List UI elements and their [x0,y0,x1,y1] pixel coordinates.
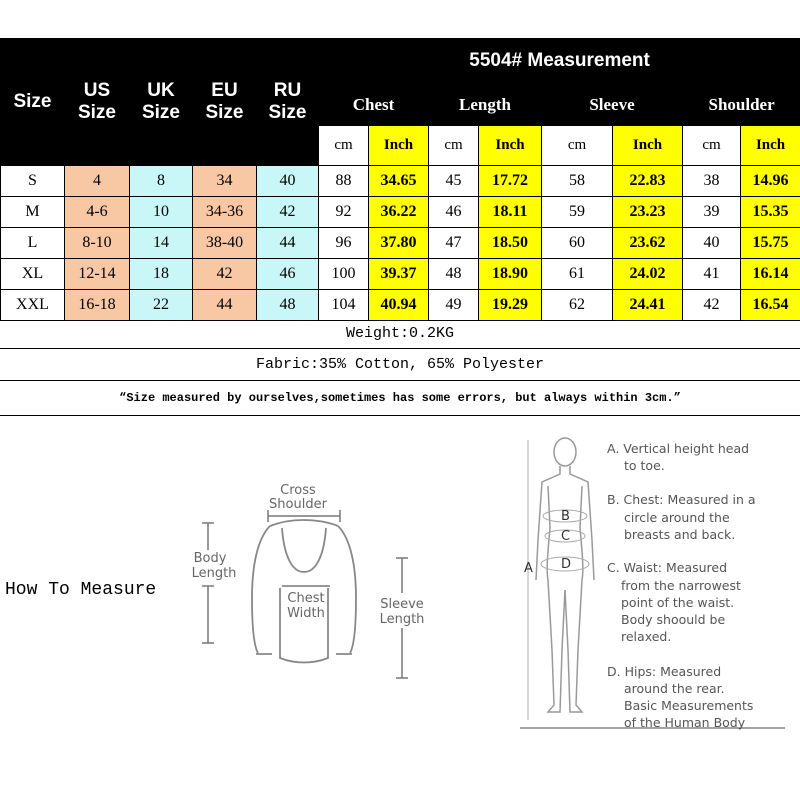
shoulder-inch-cell: 16.54 [741,290,800,321]
eu-size-cell: 34-36 [193,197,257,228]
body-notes [607,441,756,730]
how-to-measure-label: How To Measure [5,580,157,600]
unit-cm: cm [542,126,613,166]
size-cell: M [1,197,65,228]
sleeve-inch-cell: 23.23 [613,197,683,228]
chest-cm-cell: 104 [319,290,369,321]
unit-cm: cm [429,126,479,166]
note-d-line3: Basic Measurements [624,698,754,713]
measurement-note: “Size measured by ourselves,sometimes has some errors, but always within 3cm.” [0,381,800,416]
us-size-cell: 12-14 [65,259,130,290]
eu-size-header: EU Size [193,39,257,166]
table-row [1,259,800,290]
cross-shoulder-label-line2: Shoulder [269,497,327,512]
shoulder-cm-cell: 42 [683,290,741,321]
sleeve-inch-cell: 24.02 [613,259,683,290]
shoulder-cm-cell: 38 [683,166,741,197]
chest-width-label-line2: Width [287,606,325,621]
length-inch-cell: 19.29 [479,290,542,321]
eu-size-cell: 42 [193,259,257,290]
chest-header: Chest [319,84,429,126]
body-length-label-line2: Length [191,566,237,581]
fabric-info: Fabric:35% Cotton, 65% Polyester [0,349,800,381]
chest-inch-cell: 39.37 [369,259,429,290]
chest-cm-cell: 92 [319,197,369,228]
table-row [1,228,800,259]
shoulder-cm-cell: 41 [683,259,741,290]
us-size-cell: 4 [65,166,130,197]
cross-shoulder-label-line1: Cross [280,483,316,498]
size-cell: XXL [1,290,65,321]
sleeve-cm-cell: 59 [542,197,613,228]
note-d-line2: around the rear. [624,681,725,696]
eu-size-cell: 44 [193,290,257,321]
measurement-title: 5504# Measurement [319,39,800,84]
uk-size-header: UK Size [130,39,193,166]
body-figure-outline [536,438,594,712]
uk-size-cell: 8 [130,166,193,197]
body-length-arrow [202,523,214,643]
shoulder-inch-cell: 14.96 [741,166,800,197]
shirt-measurement-diagram [180,478,430,703]
length-cm-cell: 45 [429,166,479,197]
shoulder-inch-cell: 15.75 [741,228,800,259]
shoulder-cm-cell: 40 [683,228,741,259]
eu-size-cell: 38-40 [193,228,257,259]
ru-size-cell: 48 [257,290,319,321]
chest-inch-cell: 37.80 [369,228,429,259]
uk-size-cell: 10 [130,197,193,228]
length-header: Length [429,84,542,126]
size-cell: XL [1,259,65,290]
sleeve-cm-cell: 60 [542,228,613,259]
shoulder-inch-cell: 15.35 [741,197,800,228]
note-a-line2: to toe. [624,458,665,473]
sleeve-inch-cell: 24.41 [613,290,683,321]
chest-inch-cell: 40.94 [369,290,429,321]
note-c-line4: Body shoould be [621,612,726,627]
chest-width-label-line1: Chest [287,591,325,606]
us-size-cell: 8-10 [65,228,130,259]
table-row [1,197,800,228]
note-c-line3: point of the waist. [621,595,735,610]
ru-size-cell: 46 [257,259,319,290]
unit-cm: cm [683,126,741,166]
sleeve-cm-cell: 62 [542,290,613,321]
sleeve-cm-cell: 58 [542,166,613,197]
unit-cm: cm [319,126,369,166]
unit-inch: Inch [741,126,800,166]
us-size-cell: 4-6 [65,197,130,228]
ru-size-header: RU Size [257,39,319,166]
us-size-cell: 16-18 [65,290,130,321]
chest-cm-cell: 96 [319,228,369,259]
length-cm-cell: 49 [429,290,479,321]
us-size-header: US Size [65,39,130,166]
unit-inch: Inch [479,126,542,166]
body-measurement-diagram [520,430,790,735]
sleeve-length-label-line1: Sleeve [380,597,424,612]
size-cell: S [1,166,65,197]
note-c-line1: C. Waist: Measured [607,560,728,575]
note-d-line4: of the Human Body [624,715,746,730]
marker-d: D [561,557,572,572]
note-b-line3: breasts and back. [624,527,736,542]
chest-cm-cell: 100 [319,259,369,290]
unit-inch: Inch [613,126,683,166]
table-row [1,166,800,197]
note-c-line5: relaxed. [621,629,672,644]
length-cm-cell: 46 [429,197,479,228]
sleeve-inch-cell: 22.83 [613,166,683,197]
note-b-line1: B. Chest: Measured in a [607,492,756,507]
length-inch-cell: 18.11 [479,197,542,228]
weight-info: Weight:0.2KG [0,318,800,349]
ru-size-cell: 40 [257,166,319,197]
sleeve-header: Sleeve [542,84,683,126]
shoulder-header: Shoulder [683,84,800,126]
table-row [1,290,800,321]
unit-inch: Inch [369,126,429,166]
chest-inch-cell: 36.22 [369,197,429,228]
length-cm-cell: 47 [429,228,479,259]
size-header: Size [1,39,65,166]
size-chart-table [0,38,800,321]
ru-size-cell: 42 [257,197,319,228]
ru-size-cell: 44 [257,228,319,259]
body-length-label-line1: Body [193,551,227,566]
note-d-line1: D. Hips: Measured [607,664,722,679]
marker-b: B [561,509,570,524]
marker-a: A [524,561,533,576]
sleeve-inch-cell: 23.62 [613,228,683,259]
length-inch-cell: 18.50 [479,228,542,259]
sleeve-length-label-line2: Length [379,612,425,627]
chest-cm-cell: 88 [319,166,369,197]
shoulder-inch-cell: 16.14 [741,259,800,290]
note-c-line2: from the narrowest [621,578,741,593]
uk-size-cell: 18 [130,259,193,290]
sleeve-cm-cell: 61 [542,259,613,290]
size-cell: L [1,228,65,259]
uk-size-cell: 14 [130,228,193,259]
uk-size-cell: 22 [130,290,193,321]
chest-inch-cell: 34.65 [369,166,429,197]
eu-size-cell: 34 [193,166,257,197]
marker-c: C [561,529,571,544]
length-inch-cell: 17.72 [479,166,542,197]
note-a-line1: A. Vertical height head [607,441,750,456]
shoulder-cm-cell: 39 [683,197,741,228]
note-b-line2: circle around the [624,510,730,525]
length-inch-cell: 18.90 [479,259,542,290]
length-cm-cell: 48 [429,259,479,290]
